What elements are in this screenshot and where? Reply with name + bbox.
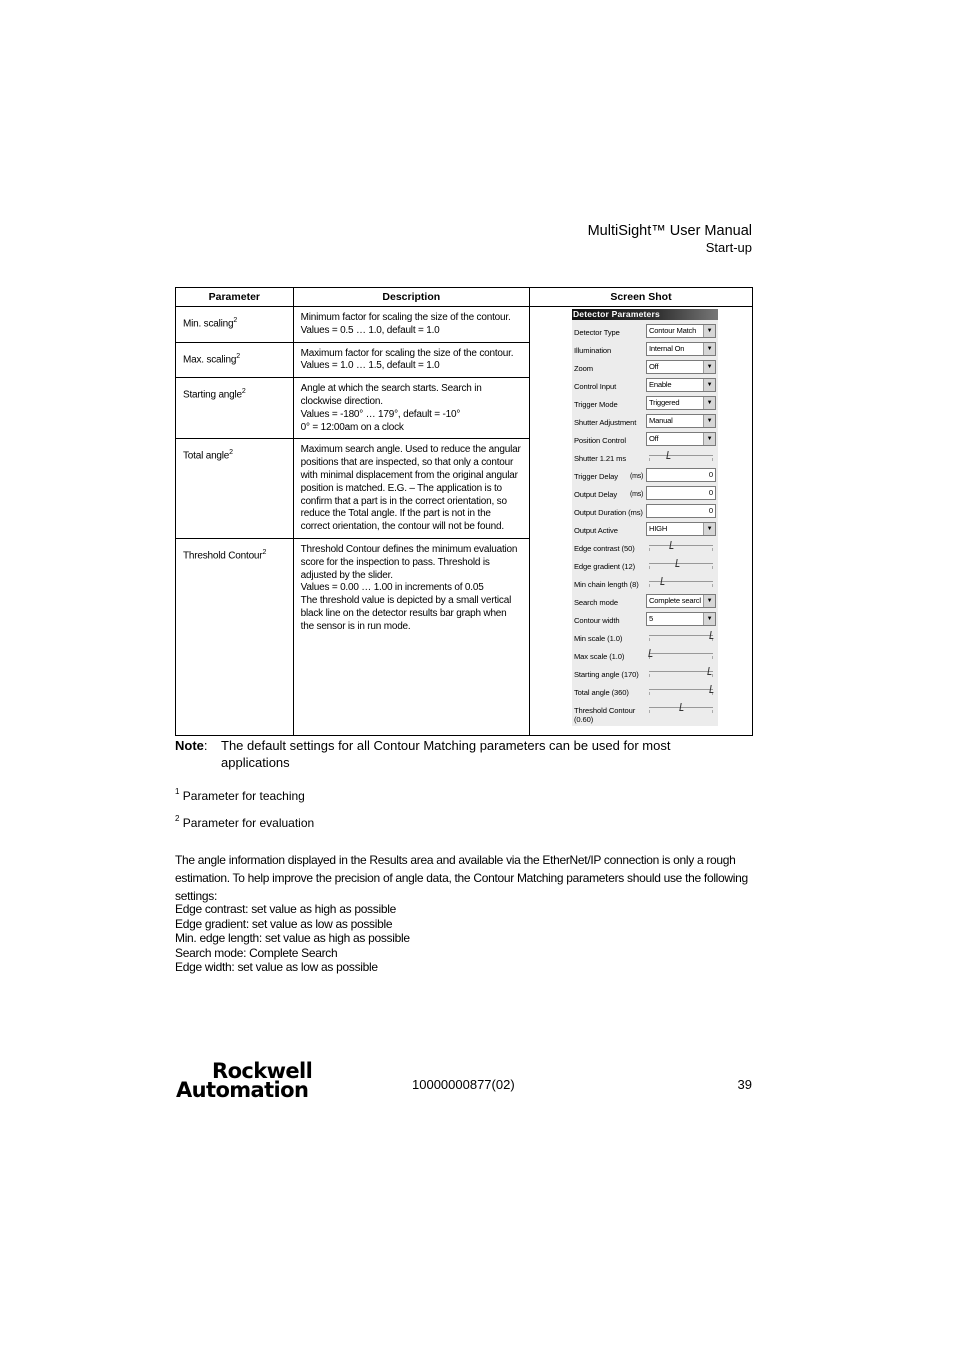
panel-field-label: Total angle (360) — [573, 688, 629, 697]
panel-field-label: Output Active — [573, 526, 618, 535]
body-paragraph: The angle information displayed in the Results area and available via the EtherNet/IP connection is only a rough estimation. To help improve the precision of angle data, the Contour Matching parameters should use the following settings: — [175, 853, 748, 903]
column-header-description: Description — [293, 288, 529, 307]
panel-dropdown[interactable] — [646, 414, 716, 428]
panel-dropdown[interactable] — [646, 612, 716, 626]
panel-slider[interactable] — [649, 545, 713, 546]
panel-field-label: Position Control — [573, 436, 626, 445]
panel-dropdown[interactable] — [646, 594, 716, 608]
panel-slider[interactable] — [649, 581, 713, 582]
slider-tick — [712, 566, 713, 569]
panel-row — [574, 396, 718, 412]
panel-dropdown[interactable] — [646, 378, 716, 392]
slider-tick — [649, 674, 650, 677]
panel-row — [574, 486, 718, 502]
document-number: 10000000877(02) — [412, 1077, 515, 1092]
chevron-down-icon[interactable]: ▼ — [703, 433, 715, 445]
dropdown-value: HIGH — [648, 524, 668, 533]
chevron-down-icon[interactable]: ▼ — [703, 343, 715, 355]
panel-field-label: Control Input — [573, 382, 617, 391]
slider-tick — [712, 548, 713, 551]
param-name: Starting angle$^2$ — [176, 378, 294, 439]
param-description: Maximum factor for scaling the size of the contour. Values = 1.0 … 1.5, default = 1.0 — [293, 342, 529, 378]
panel-field-label: Shutter 1.21 ms — [573, 454, 627, 463]
slider-thumb[interactable] — [648, 649, 653, 657]
panel-dropdown[interactable] — [646, 396, 716, 410]
param-description: Minimum factor for scaling the size of the contour. Values = 0.5 … 1.0, default = 1.0 — [293, 307, 529, 343]
slider-thumb[interactable] — [709, 685, 714, 693]
dropdown-value: Off — [648, 362, 659, 371]
slider-tick — [712, 458, 713, 461]
panel-dropdown[interactable] — [646, 324, 716, 338]
panel-field-label: Output Delay — [573, 490, 618, 499]
param-name: Total angle$^2$ — [176, 439, 294, 539]
slider-thumb[interactable] — [666, 451, 671, 459]
slider-tick — [649, 566, 650, 569]
panel-field-label: (0.60) — [573, 715, 594, 724]
footnote: $^1$ Parameter for teaching — [175, 787, 305, 803]
panel-dropdown[interactable] — [646, 522, 716, 536]
list-item: Edge width: set value as low as possible — [175, 960, 378, 974]
slider-tick — [649, 692, 650, 695]
dropdown-value: Off — [648, 434, 659, 443]
panel-slider[interactable] — [649, 689, 713, 690]
panel-row — [574, 630, 718, 646]
panel-field-label: Trigger Delay — [573, 472, 618, 481]
slider-tick — [712, 674, 713, 677]
param-name: Min. scaling$^2$ — [176, 307, 294, 343]
param-description: Angle at which the search starts. Search in clockwise direction. Values = -180° … 179°, default = -10° 0° = 12:00am on a clock — [293, 378, 529, 439]
slider-thumb[interactable] — [660, 577, 665, 585]
chevron-down-icon[interactable]: ▼ — [703, 397, 715, 409]
dropdown-value: Enable — [648, 380, 672, 389]
panel-row — [574, 378, 718, 394]
list-item: Edge contrast: set value as high as possible — [175, 902, 396, 916]
slider-tick — [712, 656, 713, 659]
panel-field-label: Zoom — [573, 364, 593, 373]
slider-tick — [649, 710, 650, 713]
panel-dropdown[interactable] — [646, 342, 716, 356]
list-item: Min. edge length: set value as high as possible — [175, 931, 410, 945]
column-header-parameter: Parameter — [176, 288, 294, 307]
dropdown-value: Internal On — [648, 344, 685, 353]
manual-title: MultiSight™ User Manual — [587, 223, 752, 239]
panel-row — [574, 504, 718, 520]
panel-row — [574, 450, 718, 466]
chevron-down-icon[interactable]: ▼ — [703, 379, 715, 391]
note-text: The default settings for all Contour Matching parameters can be used for most applications — [221, 738, 671, 770]
panel-dropdown[interactable] — [646, 360, 716, 374]
panel-row — [574, 522, 718, 538]
panel-title: Detector Parameters — [572, 309, 718, 320]
panel-slider[interactable] — [649, 671, 713, 672]
panel-field-label: Starting angle (170) — [573, 670, 639, 679]
slider-tick — [712, 584, 713, 587]
panel-row — [574, 540, 718, 556]
panel-field-label: Min scale (1.0) — [573, 634, 623, 643]
list-item: Search mode: Complete Search — [175, 945, 338, 960]
slider-tick — [649, 458, 650, 461]
panel-field-label: Trigger Mode — [573, 400, 618, 409]
chevron-down-icon[interactable]: ▼ — [703, 595, 715, 607]
slider-thumb[interactable] — [675, 559, 680, 567]
panel-row — [574, 414, 718, 430]
table-row — [176, 307, 753, 343]
panel-field-unit: (ms) — [629, 473, 644, 480]
panel-row — [574, 576, 718, 592]
dropdown-value: 5 — [648, 614, 653, 623]
panel-row — [574, 432, 718, 448]
panel-row — [574, 666, 718, 682]
panel-field-label: Edge gradient (12) — [573, 562, 636, 571]
panel-row — [574, 648, 718, 664]
panel-field-unit: (ms) — [629, 491, 644, 498]
chevron-down-icon[interactable]: ▼ — [703, 523, 715, 535]
dropdown-value: Complete searcl — [648, 596, 701, 605]
note-label: Note — [175, 738, 204, 753]
section-title: Start-up — [705, 240, 752, 255]
panel-slider[interactable] — [649, 635, 713, 636]
param-name: Threshold Contour$^2$ — [176, 538, 294, 735]
panel-number-input[interactable]: 0 — [646, 486, 716, 500]
panel-number-input[interactable]: 0 — [646, 468, 716, 482]
panel-number-input[interactable]: 0 — [646, 504, 716, 518]
parameter-table — [175, 287, 753, 736]
panel-slider[interactable] — [649, 455, 713, 456]
panel-row — [574, 342, 718, 358]
param-description: Threshold Contour defines the minimum evaluation score for the inspection to pass. Threshold is adjusted by the slider. Values = 0.00 … 1.00 in increments of 0.05 The threshold value is depicted by a small vertical black line on the detector results bar graph when the sensor is in run mode. — [293, 538, 529, 735]
dropdown-value: Contour Match — [648, 326, 697, 335]
list-item: Edge gradient: set value as low as possible — [175, 916, 393, 931]
panel-field-label: Contour width — [573, 616, 620, 625]
slider-thumb[interactable] — [669, 541, 674, 549]
panel-row — [574, 324, 718, 340]
detector-parameters-panel — [572, 309, 718, 726]
column-header-screenshot: Screen Shot — [529, 288, 752, 307]
screenshot-cell — [529, 307, 752, 736]
panel-row — [574, 558, 718, 574]
panel-field-label: Max scale (1.0) — [573, 652, 625, 661]
panel-field-label: Shutter Adjustment — [573, 418, 637, 427]
chevron-down-icon[interactable]: ▼ — [703, 325, 715, 337]
chevron-down-icon[interactable]: ▼ — [703, 361, 715, 373]
panel-row — [573, 702, 718, 724]
slider-thumb[interactable] — [679, 703, 684, 711]
slider-tick — [649, 548, 650, 551]
panel-field-label: Illumination — [573, 346, 612, 355]
panel-row — [574, 684, 718, 700]
panel-field-label: Threshold Contour — [573, 706, 636, 715]
panel-row — [574, 612, 718, 628]
panel-slider[interactable] — [649, 563, 713, 564]
panel-slider[interactable] — [649, 707, 713, 708]
chevron-down-icon[interactable]: ▼ — [703, 613, 715, 625]
settings-list — [175, 902, 410, 975]
rockwell-automation-logo: Rockwell Automation — [176, 1059, 313, 1102]
slider-tick — [649, 638, 650, 641]
panel-field-label: Min chain length (8) — [573, 580, 639, 589]
param-description: Maximum search angle. Used to reduce the angular positions that are inspected, so that only a contour with minimal displacement from the original angular position is matched. E.G. – The application is to confirm that a part is in the correct orientation, so reduce the Total angle. If the part is not in the correct orientation, the contour will not be found. — [293, 439, 529, 539]
panel-row — [574, 360, 718, 376]
footnote: $^2$ Parameter for evaluation — [175, 814, 315, 830]
dropdown-value: Manual — [648, 416, 673, 425]
panel-field-label: Output Duration (ms) — [573, 508, 643, 517]
panel-row — [574, 594, 718, 610]
param-name: Max. scaling$^2$ — [176, 342, 294, 378]
panel-field-label: Detector Type — [573, 328, 620, 337]
slider-tick — [649, 584, 650, 587]
panel-field-label: Search mode — [573, 598, 619, 607]
panel-slider[interactable] — [649, 653, 713, 654]
chevron-down-icon[interactable]: ▼ — [703, 415, 715, 427]
slider-thumb[interactable] — [709, 631, 714, 639]
slider-tick — [712, 710, 713, 713]
panel-field-label: Edge contrast (50) — [573, 544, 635, 553]
page-number: 39 — [737, 1077, 752, 1092]
panel-row — [574, 468, 718, 484]
dropdown-value: Triggered — [648, 398, 680, 407]
panel-dropdown[interactable] — [646, 432, 716, 446]
